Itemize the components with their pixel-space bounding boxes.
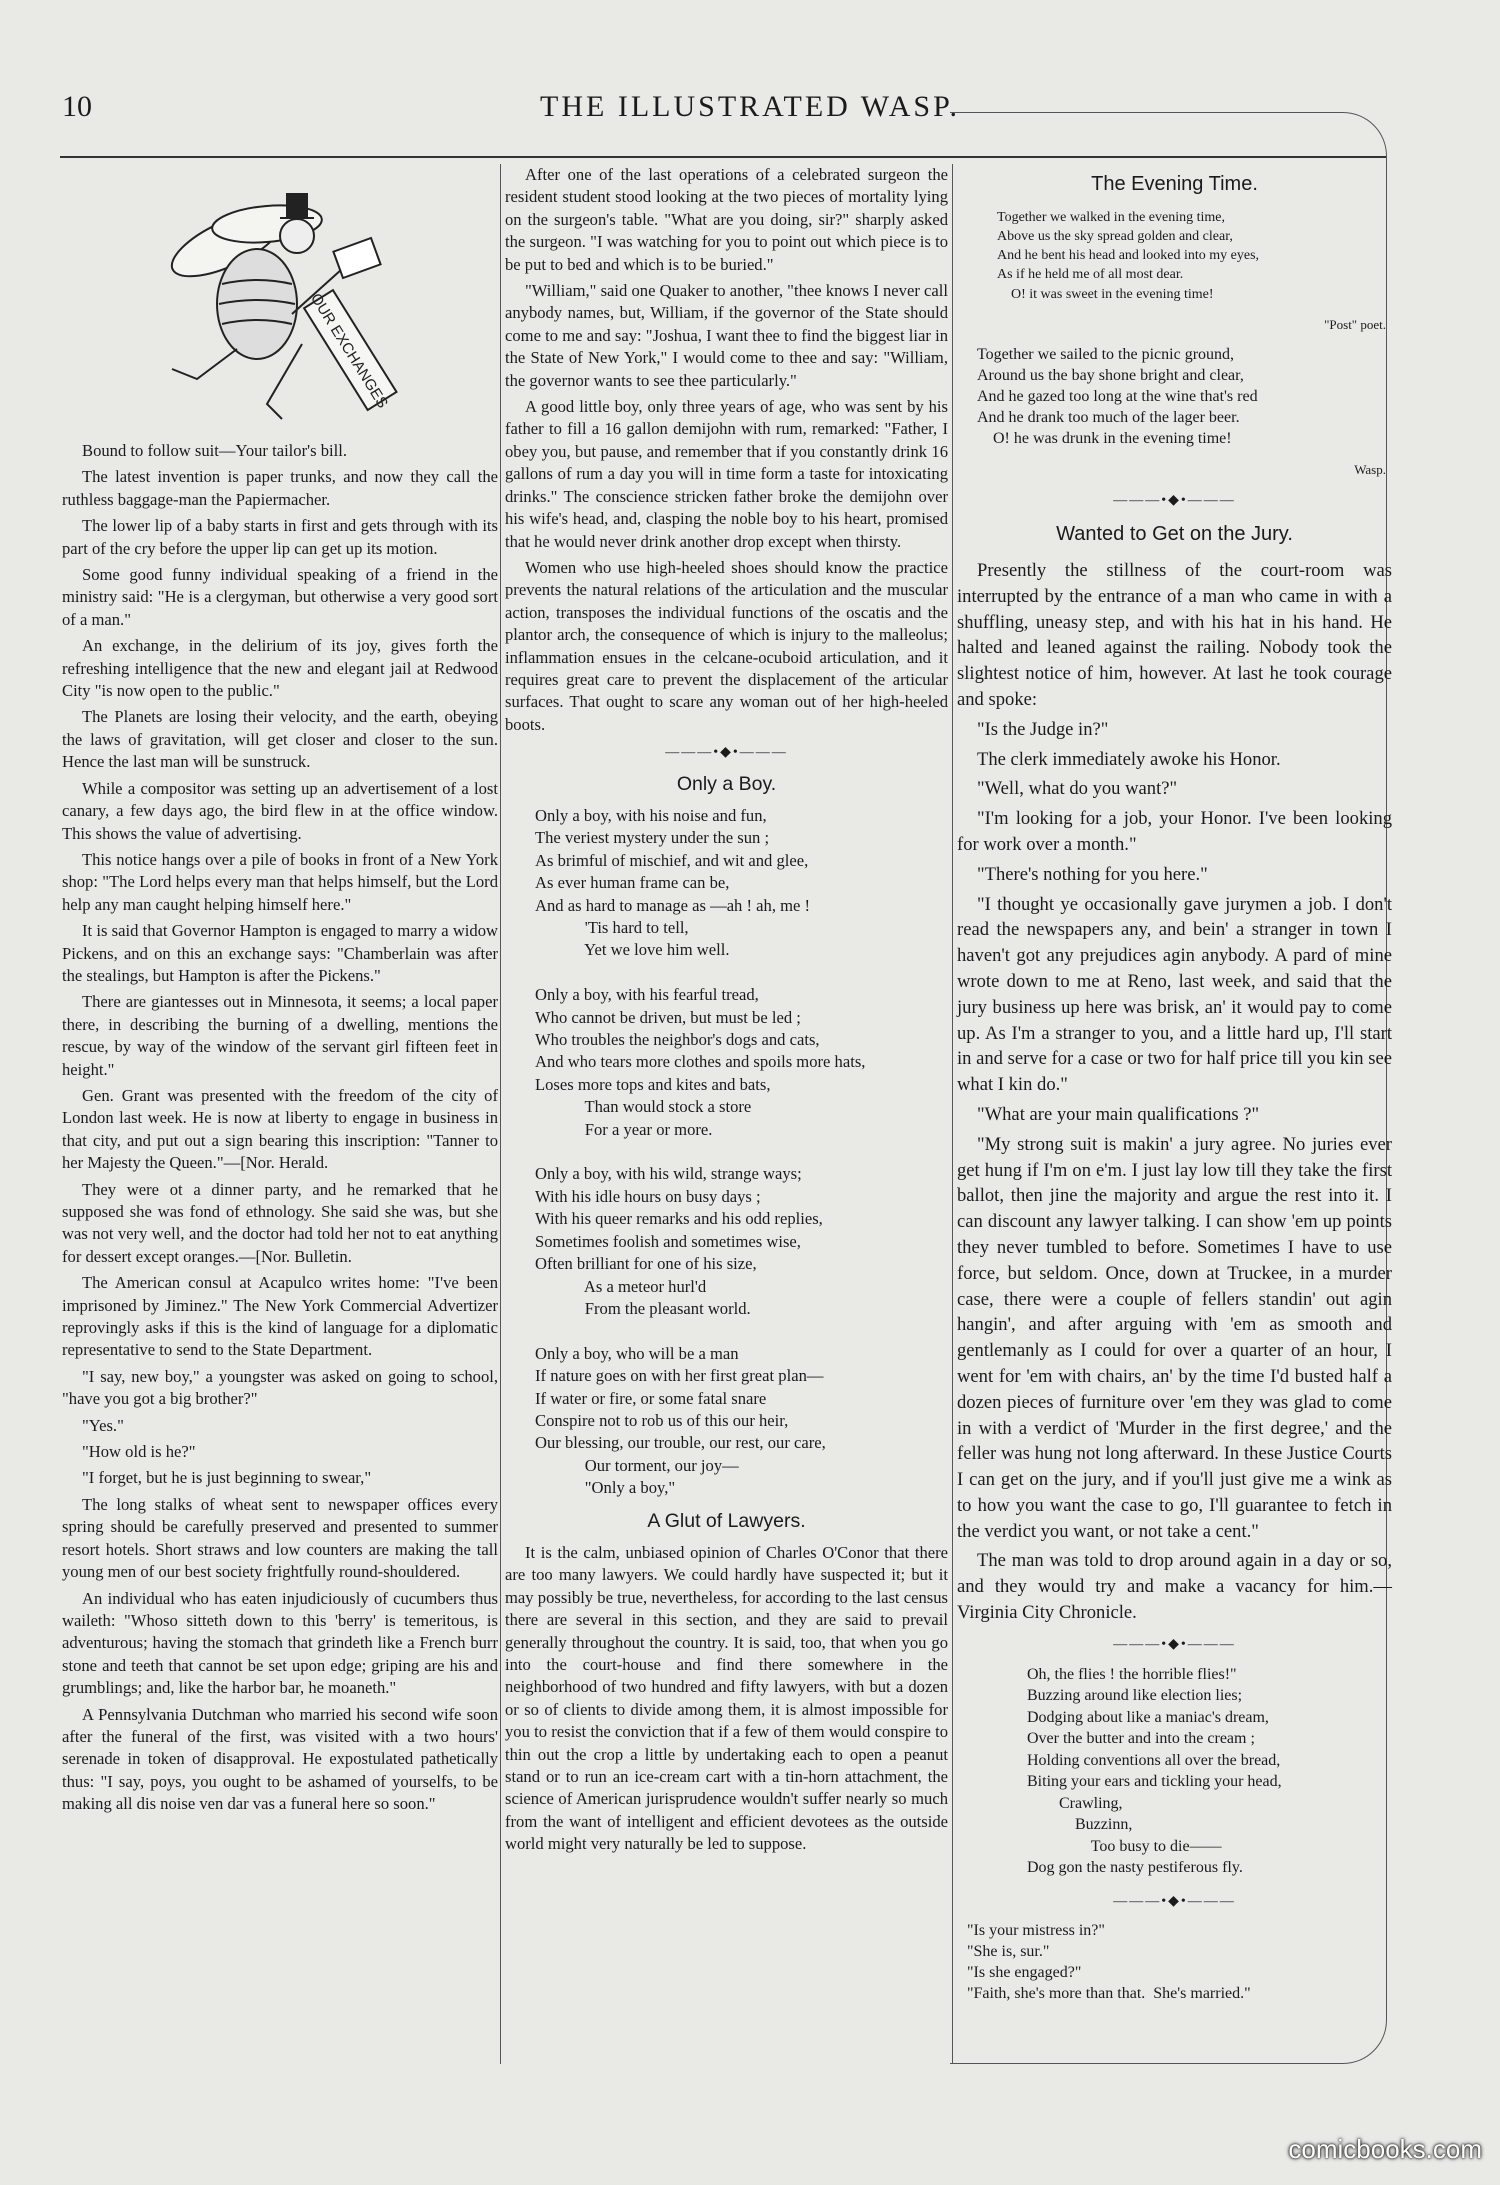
verse-line: Than would stock a store [535,1097,752,1117]
verse-line: Yet we love him well. [535,940,730,960]
verse-line: The veriest mystery under the sun ; [535,828,770,848]
verse-line: Together we walked in the evening time, [997,209,1225,225]
verse-line [535,1320,948,1342]
verse-line: Who troubles the neighbor's dogs and cats, [535,1030,820,1050]
verse-line: Buzzinn, [1027,1816,1133,1834]
poem-signature: Wasp. [1354,461,1386,477]
verse-line: Only a boy, with his fearful tread, [535,985,759,1005]
paragraph: There are giantesses out in Minnesota, it seems; a local paper there, in describing the burning of a dwelling, mentions the rescue, by way of the window of the servant girl fifteen feet in height." [62,992,498,1079]
watermark: comicbooks.com [1288,2134,1482,2164]
paragraph: "Is the Judge in?" [977,718,1109,740]
paragraph: An exchange, in the delirium of its joy, gives forth the refreshing intelligence that the new and elegant jail at Redwood City "is now open to the public." [62,636,498,701]
ornament-divider: ———•◆•——— [1113,1636,1236,1652]
paragraph: Women who use high-heeled shoes should know the practice prevents the natural relations of the articulation and the muscular action, transposes the individual functions of the oscatis and the plantor arch, the consequence of which is injury to the malleolus; inflammation ensues in the celcane-ocuboid articulation, and it requires great care to prevent the displacement of the articular surfaces. That ought to scare any woman out of her high-heeled boots. [505,557,948,734]
banner-text: OUR EXCHANGES [306,290,392,412]
verse-line: "Is she engaged?" [967,1964,1082,1982]
paragraph: The latest invention is paper trunks, and now they call the ruthless baggage-man the Papiermacher. [62,467,498,509]
paragraph: The lower lip of a baby starts in first and gets through with its part of the cry before the upper lip can get up its motion. [62,516,498,558]
verse-line: And he drank too much of the lager beer. [977,408,1240,426]
verse-line: Only a boy, with his wild, strange ways; [535,1164,802,1184]
verse-line: Holding conventions all over the bread, [1027,1751,1281,1769]
verse-line: With his idle hours on busy days ; [535,1186,761,1206]
paragraph: "Yes." [82,1415,124,1435]
verse-line: As a meteor hurl'd [535,1276,707,1296]
verse-line: Who cannot be driven, but must be led ; [535,1007,801,1027]
column-2 [505,164,948,1860]
ornament-divider: ———•◆•——— [665,745,788,761]
verse-line: And he gazed too long at the wine that's red [977,387,1258,405]
verse-line: 'Tis hard to tell, [535,918,689,937]
paragraph: The clerk immediately awoke his Honor. [977,748,1281,770]
wasp-illustration [117,164,437,434]
paragraph: "Well, what do you want?" [977,778,1178,800]
paragraph: "How old is he?" [82,1442,196,1462]
verse-line: With his queer remarks and his odd replies, [535,1209,823,1229]
verse-line: "Faith, she's more than that. She's married." [967,1985,1251,2003]
paragraph: They were ot a dinner party, and he remarked that he supposed she was fond of ethnology. She said she was, but she was not very well, and the doctor had told her not to eat anything for dessert except oranges.—[Nor. Bulletin. [62,1179,498,1266]
verse-line: And he bent his head and looked into my eyes, [997,248,1260,264]
poem-signature: "Post" poet. [1324,316,1386,332]
paragraph: "I say, new boy," a youngster was asked on going to school, "have you got a big brother?" [62,1366,498,1409]
paragraph: "There's nothing for you here." [977,863,1208,885]
paragraph: The long stalks of wheat sent to newspaper offices every spring should be carefully preserved and presented to summer resort hotels. Short straws and low counters are making the tall young men of our best society frightfully round-shouldered. [62,1494,498,1582]
dialogue-joke [967,1920,1392,2004]
paragraph: Some good funny individual speaking of a friend in the ministry said: "He is a clergyman, but otherwise a very good sort of a man." [62,565,498,629]
ornament-divider: ———•◆•——— [1113,493,1236,509]
column-divider [952,164,953,2064]
verse-line: Our blessing, our trouble, our rest, our care, [535,1433,826,1453]
verse-line: Loses more tops and kites and bats, [535,1074,771,1094]
verse-line: O! he was drunk in the evening time! [977,429,1232,447]
paragraph: "What are your main qualifications ?" [977,1103,1260,1125]
verse-line: Biting your ears and tickling your head, [1027,1773,1282,1791]
verse-line: "She is, sur." [967,1943,1050,1961]
verse-line: Together we sailed to the picnic ground, [977,345,1235,363]
paragraph: "William," said one Quaker to another, "thee knows I never call anybody names, but, William, if the governor of the State should come to me and say: "Joshua, I want thee to find the biggest liar in the State of New York," I would come to thee and say: "William, the governor wants to see thee particularly." [505,281,948,390]
paragraph: "My strong suit is makin' a jury agree. No juries ever get hung if I'm on e'm. I just lay low till they take the first ballot, then jine the majority and argue the rest into it. I can discount any lawyer talking. I can show 'em up points they never tumbled to before. Sometimes I have to use force, but seldom. Once, down at Truckee, in a murder case, there were a couple of fellers standin' out agin hangin', and after arguing with 'em as smooth and gentlemanly as I could for over a quarter of an hour, I went for 'em with chairs, an' by the time I'd busted half a dozen pieces of furniture over 'em they was glad to come in with a verdict of 'Murder in the first degree,' and the feller was hung not long afterward. In these Justice Courts I can get on the jury, and if you'll just give me a wink as to how you want the case to go, I'll guarantee to fetch in the verdict you want, or not take a cent." [957,1133,1392,1542]
verse-line: Dodging about like a maniac's dream, [1027,1708,1269,1726]
paragraph: It is said that Governor Hampton is engaged to marry a widow Pickens, and on this an exchange says: "Chamberlain was after the stealings, but Hampton is after the Pickens." [62,921,498,985]
paragraph: The American consul at Acapulco writes home: "I've been imprisoned by Jiminez." The New York Commercial Advertizer reprovingly asks if this is the kind of language for a diplomatic representative to send to the State Department. [62,1273,498,1360]
column-3 [957,164,1392,2014]
verse-line: Only a boy, who will be a man [535,1343,739,1363]
verse-line: From the pleasant world. [535,1298,751,1318]
poem-flies [1027,1664,1392,1879]
paragraph: "I'm looking for a job, your Honor. I've been looking for work over a month." [957,808,1392,855]
verse-line: Over the butter and into the cream ; [1027,1730,1255,1748]
verse-line: For a year or more. [535,1119,713,1139]
verse-line: Above us the sky spread golden and clear, [997,229,1233,244]
verse-line: Only a boy, with his noise and fun, [535,805,767,825]
ornament-divider: ———•◆•——— [1113,1893,1236,1909]
paragraph: A Pennsylvania Dutchman who married his second wife soon after the funeral of the first, was visited with a two hours' serenade in token of disapproval. He expostulated pathetically thus: "I say, poys, you ought to be ashamed of yourselfs, to be making all dis noise ven dar vas a funeral here so soon." [62,1704,498,1814]
verse-line: Conspire not to rob us of this our heir, [535,1410,789,1430]
paragraph: After one of the last operations of a celebrated surgeon the resident student stood looking at the two pieces of mortality lying on the surgeon's table. "What are you doing, sir?" sharply asked the surgeon. "I was watching for you to point out which piece is to be put to bed and which is to be buried." [505,165,948,274]
column-divider [500,164,501,2064]
paragraph: "I thought ye occasionally gave jurymen a job. I don't read the newspapers any, and bein' a stranger in town I haven't got any prejudices agin anybody. A pard of mine wrote down to me at Reno, last week, and said that the jury business up here was brisk, an' it would pay to come up. As I'm a stranger to you, and a little hard up, I'll start in and serve for a case or two for half price till you kin see what I kin do." [957,893,1392,1096]
paragraph: While a compositor was setting up an advertisement of a lost canary, a few days ago, the bird flew in at the office window. This shows the value of advertising. [62,778,498,843]
paragraph: The Planets are losing their velocity, and the earth, obeying the laws of gravitation, will get closer and closer to the sun. Hence the last man will be sunstruck. [62,707,498,772]
verse-line: Oh, the flies ! the horrible flies!" [1027,1665,1237,1683]
paragraph: "I forget, but he is just beginning to swear," [82,1468,372,1488]
poem-title: The Evening Time. [1091,173,1258,195]
paragraph: This notice hangs over a pile of books in front of a New York shop: "The Lord helps every man that helps himself, but the Lord help any man caught helping himself here." [62,849,498,914]
article-title: A Glut of Lawyers. [647,1509,806,1532]
poem-title: Only a Boy. [676,772,777,795]
article-title: Wanted to Get on the Jury. [1056,523,1293,546]
verse-line: And as hard to manage as —ah ! ah, me ! [535,895,811,915]
paragraph: Presently the stillness of the court-room was interrupted by the entrance of a man who came in with a shuffling, uneasy step, and with his hat in his hand. He halted and leaned against the railing. Nobody took the slightest notice of him, however. At last he took courage and spoke: [957,560,1392,710]
paragraph: The man was told to drop around again in a day or so, and they would try and make a vacancy for him.—Virginia City Chronicle. [957,1550,1392,1624]
verse-line: And who tears more clothes and spoils more hats, [535,1052,866,1072]
verse-line: Often brilliant for one of his size, [535,1254,757,1274]
verse-line: If water or fire, or some fatal snare [535,1388,767,1408]
column-1 [62,164,498,1820]
paragraph: An individual who has eaten injudiciously of cucumbers thus waileth: "Whoso sitteth down to this 'berry' is temeritous, is adventurous; having the stomach that grindeth like a French burr stone and teeth that cannot be set upon edge; griping are his and grumblings; and, like the harbor bar, he moaneth." [62,1588,498,1698]
paragraph: Gen. Grant was presented with the freedom of the city of London last week. He is now at liberty to engage in business in that city, and put out a sign bearing this inscription: "Tanner to her Majesty the Queen."—[Nor. Herald. [62,1085,498,1173]
verse-line: Around us the bay shone bright and clear, [977,366,1244,384]
poem-wasp-stanza [977,344,1392,449]
masthead-title: THE ILLUSTRATED WASP. [540,90,960,123]
verse-line: "Is your mistress in?" [967,1922,1105,1940]
verse-line: As brimful of mischief, and wit and glee, [535,850,809,870]
verse-line: As ever human frame can be, [535,873,730,893]
poem-post-stanza [997,208,1392,304]
verse-line: Dog gon the nasty pestiferous fly. [1027,1859,1243,1877]
verse-line: Too busy to die—— [1027,1837,1222,1855]
verse-line: Crawling, [1027,1794,1123,1812]
verse-line: Buzzing around like election lies; [1027,1687,1243,1705]
verse-line: "Only a boy," [535,1478,676,1498]
verse-line [535,1141,948,1163]
verse-line: Sometimes foolish and sometimes wise, [535,1231,801,1251]
verse-line: Our torment, our joy— [535,1455,739,1475]
paragraph: A good little boy, only three years of age, who was sent by his father to fill a 16 gallon demijohn with rum, remarked: "Father, I obey you, but pause, and remember that if you constantly drink 16 gallons of rum a day you will in time form a taste for intoxicating drinks." The conscience stricken father broke the demijohn over his wife's head, and, clasping the noble boy to his heart, promised that he would never drink another drop except when thirsty. [505,397,948,551]
verse-line: O! it was sweet in the evening time! [997,286,1214,302]
verse-line [535,962,948,984]
paragraph: Bound to follow suit—Your tailor's bill. [82,441,347,460]
poem-only-a-boy [535,805,948,1500]
paragraph: It is the calm, unbiased opinion of Charles O'Conor that there are too many lawyers. We could hardly have suspected it; but it may possibly be true, nevertheless, for according to the last census there are several in this section, and they are said to prevail generally throughout the country. It is said, too, that when you go into the court-house and find there somewhere in the neighborhood of two hundred and fifty lawyers, with but a dozen or so of clients to divide among them, it is almost impossible for you to resist the conviction that if a few of them would conspire to thin out the crop a little by undertaking each to open a peanut stand or to run an ice-cream cart with a tin-horn attachment, the science of American jurisprudence wouldn't suffer nearly so much from the want of intelligent and efficient devotees as the outside world might very naturally be led to suppose. [505,1542,948,1854]
verse-line: As if he held me of all most dear. [997,267,1184,283]
verse-line: If nature goes on with her first great plan— [535,1366,824,1386]
page-number: 10 [62,90,92,123]
